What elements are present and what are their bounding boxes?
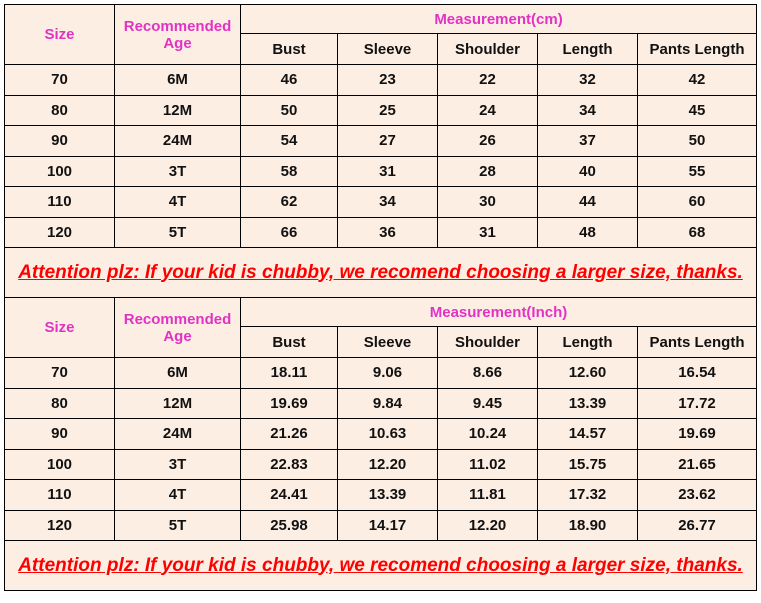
table-cell: 44: [538, 187, 638, 218]
table-cell: 6M: [115, 65, 241, 96]
inch-size-header: Size: [5, 298, 115, 358]
table-cell: 4T: [115, 480, 241, 511]
table-cell: 10.63: [338, 419, 438, 450]
table-cell: 42: [638, 65, 757, 96]
table-cell: 3T: [115, 449, 241, 480]
table-cell: 120: [5, 217, 115, 248]
table-cell: 60: [638, 187, 757, 218]
table-cell: 22.83: [241, 449, 338, 480]
table-cell: 37: [538, 126, 638, 157]
cm-shoulder-header: Shoulder: [438, 34, 538, 65]
table-cell: 26.77: [638, 510, 757, 541]
table-cell: 17.72: [638, 388, 757, 419]
table-cell: 70: [5, 65, 115, 96]
table-cell: 9.84: [338, 388, 438, 419]
table-cell: 50: [241, 95, 338, 126]
inch-age-header: Recommended Age: [115, 298, 241, 358]
table-cell: 21.65: [638, 449, 757, 480]
table-cell: 12.20: [438, 510, 538, 541]
size-table: [4, 4, 757, 591]
table-cell: 36: [338, 217, 438, 248]
table-row: [5, 126, 757, 157]
table-cell: 12M: [115, 95, 241, 126]
inch-shoulder-header: Shoulder: [438, 327, 538, 358]
cm-length-header: Length: [538, 34, 638, 65]
table-cell: 110: [5, 480, 115, 511]
table-cell: 17.32: [538, 480, 638, 511]
table-cell: 14.17: [338, 510, 438, 541]
table-row: [5, 510, 757, 541]
table-cell: 24: [438, 95, 538, 126]
table-row: [5, 480, 757, 511]
table-cell: 34: [538, 95, 638, 126]
table-cell: 40: [538, 156, 638, 187]
attention-note: Attention plz: If your kid is chubby, we recomend choosing a larger size, thanks.: [5, 541, 757, 591]
table-cell: 13.39: [338, 480, 438, 511]
table-cell: 18.90: [538, 510, 638, 541]
table-cell: 90: [5, 419, 115, 450]
table-cell: 23: [338, 65, 438, 96]
cm-pants-length-header: Pants Length: [638, 34, 757, 65]
table-cell: 24.41: [241, 480, 338, 511]
table-cell: 100: [5, 449, 115, 480]
table-cell: 120: [5, 510, 115, 541]
table-cell: 58: [241, 156, 338, 187]
cm-size-header: Size: [5, 5, 115, 65]
table-cell: 31: [338, 156, 438, 187]
table-cell: 3T: [115, 156, 241, 187]
table-cell: 62: [241, 187, 338, 218]
table-cell: 28: [438, 156, 538, 187]
table-cell: 19.69: [241, 388, 338, 419]
table-cell: 21.26: [241, 419, 338, 450]
table-row: [5, 449, 757, 480]
inch-measurement-title: Measurement(Inch): [241, 298, 757, 327]
inch-pants-length-header: Pants Length: [638, 327, 757, 358]
table-cell: 80: [5, 388, 115, 419]
table-cell: 31: [438, 217, 538, 248]
table-cell: 34: [338, 187, 438, 218]
attention-row: [5, 541, 757, 591]
inch-sleeve-header: Sleeve: [338, 327, 438, 358]
table-cell: 110: [5, 187, 115, 218]
table-cell: 14.57: [538, 419, 638, 450]
table-cell: 55: [638, 156, 757, 187]
table-row: [5, 419, 757, 450]
table-cell: 27: [338, 126, 438, 157]
attention-note: Attention plz: If your kid is chubby, we recomend choosing a larger size, thanks.: [5, 248, 757, 298]
table-cell: 68: [638, 217, 757, 248]
table-cell: 4T: [115, 187, 241, 218]
table-cell: 10.24: [438, 419, 538, 450]
attention-row: [5, 248, 757, 298]
table-row: [5, 358, 757, 389]
table-cell: 66: [241, 217, 338, 248]
table-cell: 30: [438, 187, 538, 218]
table-cell: 25: [338, 95, 438, 126]
table-cell: 16.54: [638, 358, 757, 389]
table-cell: 9.45: [438, 388, 538, 419]
cm-measurement-title: Measurement(cm): [241, 5, 757, 34]
inch-bust-header: Bust: [241, 327, 338, 358]
table-row: [5, 388, 757, 419]
table-cell: 11.81: [438, 480, 538, 511]
inch-length-header: Length: [538, 327, 638, 358]
table-cell: 45: [638, 95, 757, 126]
table-cell: 25.98: [241, 510, 338, 541]
cm-bust-header: Bust: [241, 34, 338, 65]
table-cell: 48: [538, 217, 638, 248]
table-cell: 5T: [115, 510, 241, 541]
inch-header-row: [5, 298, 757, 327]
table-cell: 26: [438, 126, 538, 157]
table-cell: 54: [241, 126, 338, 157]
table-row: [5, 187, 757, 218]
cm-age-header: Recommended Age: [115, 5, 241, 65]
size-chart: [4, 4, 756, 591]
table-cell: 6M: [115, 358, 241, 389]
table-cell: 13.39: [538, 388, 638, 419]
table-row: [5, 156, 757, 187]
cm-sleeve-header: Sleeve: [338, 34, 438, 65]
table-cell: 15.75: [538, 449, 638, 480]
table-cell: 100: [5, 156, 115, 187]
table-cell: 12M: [115, 388, 241, 419]
table-row: [5, 95, 757, 126]
table-row: [5, 217, 757, 248]
table-cell: 22: [438, 65, 538, 96]
table-cell: 19.69: [638, 419, 757, 450]
table-cell: 11.02: [438, 449, 538, 480]
table-cell: 23.62: [638, 480, 757, 511]
table-cell: 8.66: [438, 358, 538, 389]
table-cell: 32: [538, 65, 638, 96]
table-row: [5, 65, 757, 96]
table-cell: 5T: [115, 217, 241, 248]
table-cell: 90: [5, 126, 115, 157]
table-cell: 12.60: [538, 358, 638, 389]
cm-header-row: [5, 5, 757, 34]
table-cell: 24M: [115, 126, 241, 157]
table-cell: 70: [5, 358, 115, 389]
table-cell: 18.11: [241, 358, 338, 389]
table-cell: 80: [5, 95, 115, 126]
table-cell: 12.20: [338, 449, 438, 480]
table-cell: 50: [638, 126, 757, 157]
table-cell: 9.06: [338, 358, 438, 389]
table-cell: 24M: [115, 419, 241, 450]
table-cell: 46: [241, 65, 338, 96]
